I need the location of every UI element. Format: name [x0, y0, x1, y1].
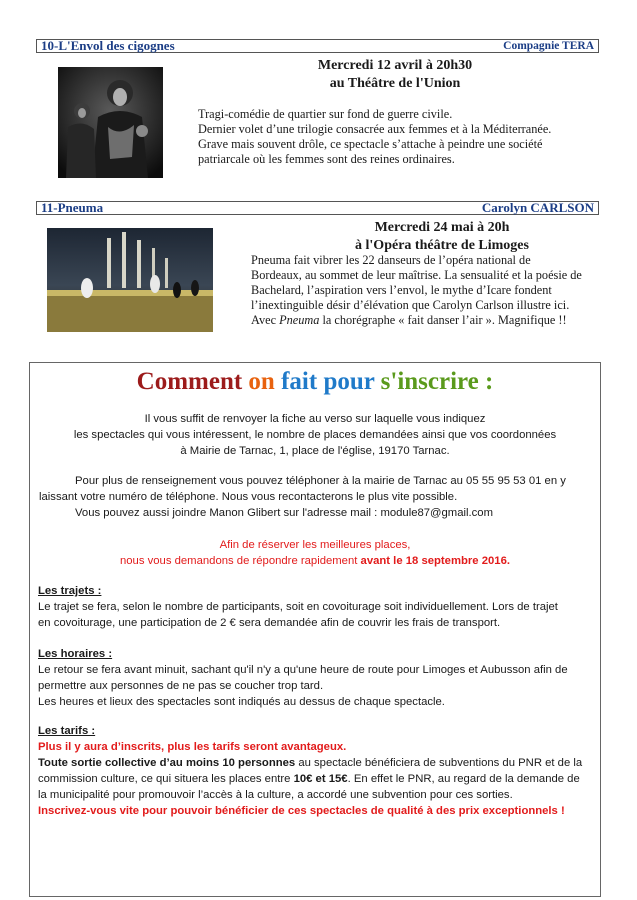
horaires-line: Les heures et lieux des spectacles sont indiqués au dessus de chaque spectacle.	[38, 696, 445, 708]
show10-date: Mercredi 12 avril à 20h30	[317, 58, 473, 73]
show11-line5-end: la chorégraphe « fait danser l’air ». Magnifique !!	[319, 313, 567, 327]
show11-line5-title: Pneuma	[279, 313, 320, 327]
inscription-title	[29, 368, 601, 396]
show11-line: Pneuma fait vibrer les 22 danseurs de l’opéra national de	[251, 253, 531, 267]
show10-photo	[58, 67, 163, 178]
title-part: Comment	[136, 368, 249, 395]
tarifs-text: commission culture, ce qui situera les places entre	[38, 773, 294, 785]
tarifs-line: la municipalité pour promouvoir l’accès à la culture, a accordé une subvention pour ces sorties.	[38, 789, 513, 801]
horaires-heading: Les horaires :	[38, 648, 113, 660]
show10-company: Compagnie TERA	[503, 40, 594, 52]
intro-line: à Mairie de Tarnac, 1, place de l'église, 19170 Tarnac.	[180, 445, 450, 457]
show11-description	[251, 253, 582, 328]
show11-line: Bordeaux, au sommet de leur maîtrise. La sensualité et la poésie de	[251, 268, 582, 282]
show10-line: Dernier volet d’une trilogie consacrée aux femmes et à la Méditerranée.	[198, 122, 552, 136]
horaires-section	[38, 646, 598, 710]
show10-schedule	[230, 57, 560, 93]
inscription-intro	[29, 411, 601, 459]
show11-title: 11-Pneuma	[41, 200, 104, 215]
horaires-line: Le retour se fera avant minuit, sachant qu'il n'y a qu'une heure de route pour Limoges et Aubusson afin de	[38, 664, 568, 676]
show10-header	[36, 39, 599, 53]
title-part: on	[248, 368, 282, 395]
show11-line5-start: Avec	[251, 313, 280, 327]
tarifs-text: . En effet le PNR, au regard de la demande de	[347, 773, 580, 785]
contact-line: Pour plus de renseignement vous pouvez téléphoner à la mairie de Tarnac au 05 55 95 53 01 en y	[75, 475, 566, 487]
show11-venue: à l'Opéra théâtre de Limoges	[355, 238, 529, 253]
title-part: fait	[281, 368, 324, 395]
tarifs-text: au spectacle bénéficiera de subventions du PNR et de la	[295, 757, 583, 769]
show10-venue: au Théâtre de l'Union	[329, 76, 461, 91]
show11-header	[36, 201, 599, 215]
contact-line: Vous pouvez aussi joindre Manon Glibert sur l'adresse mail : module87@gmail.com	[75, 507, 494, 519]
contact-line: laissant votre numéro de téléphone. Nous vous recontacterons le plus vite possible.	[39, 491, 458, 503]
trajets-line: Le trajet se fera, selon le nombre de participants, soit en covoiturage soit individuellement. Lors de trajet	[38, 601, 558, 613]
show10-line: Grave mais souvent drôle, ce spectacle s’attache à peindre une société	[198, 137, 543, 151]
tarifs-price: 10€ et 15€	[293, 773, 348, 785]
show11-line	[251, 313, 582, 328]
tarifs-heading: Les tarifs :	[38, 725, 96, 737]
show11-line: l’inextinguible désir d’élévation que Carolyn Carlson illustre ici.	[251, 298, 570, 312]
intro-line: Il vous suffit de renvoyer la fiche au verso sur laquelle vous indiquez	[144, 413, 486, 425]
horaires-line: permettre aux personnes de ne pas se coucher trop tard.	[38, 680, 324, 692]
tarifs-section	[38, 723, 598, 819]
show10-line: patriarcale où les femmes sont des reines ordinaires.	[198, 152, 455, 166]
tarifs-line	[38, 771, 598, 787]
reserve-line: Afin de réserver les meilleures places,	[219, 539, 411, 551]
show11-date: Mercredi 24 mai à 20h	[374, 220, 510, 235]
reserve-notice	[29, 537, 601, 569]
inscription-contact	[39, 473, 599, 521]
show11-schedule	[302, 219, 582, 255]
tarifs-red-line: Inscrivez-vous vite pour pouvoir bénéficier de ces spectacles de qualité à des prix exceptionnels !	[38, 805, 565, 817]
intro-line: les spectacles qui vous intéressent, le nombre de places demandées ainsi que vos coordonnées	[73, 429, 557, 441]
show10-line: Tragi-comédie de quartier sur fond de guerre civile.	[198, 107, 453, 121]
reserve-line	[29, 553, 601, 569]
trajets-heading: Les trajets :	[38, 585, 102, 597]
show11-company: Carolyn CARLSON	[481, 200, 594, 215]
title-part: pour	[323, 368, 381, 395]
show10-title: 10-L'Envol des cigognes	[41, 38, 175, 53]
title-part: s'inscrire :	[380, 368, 494, 395]
trajets-line: en covoiturage, une participation de 2 € sera demandée afin de couvrir les frais de transport.	[38, 617, 501, 629]
show11-line: Bachelard, l’aspiration vers l’envol, le mythe d’Icare fondent	[251, 283, 552, 297]
reserve-deadline: avant le 18 septembre 2016.	[360, 555, 510, 567]
tarifs-bold: Toute sortie collective d’au moins 10 personnes	[38, 757, 296, 769]
show10-description	[198, 107, 551, 167]
tarifs-red-line: Plus il y aura d’inscrits, plus les tarifs seront avantageux.	[38, 741, 347, 753]
trajets-section	[38, 583, 598, 631]
show11-photo	[47, 228, 213, 332]
tarifs-line	[38, 755, 598, 771]
reserve-text: nous vous demandons de répondre rapidement	[119, 555, 361, 567]
